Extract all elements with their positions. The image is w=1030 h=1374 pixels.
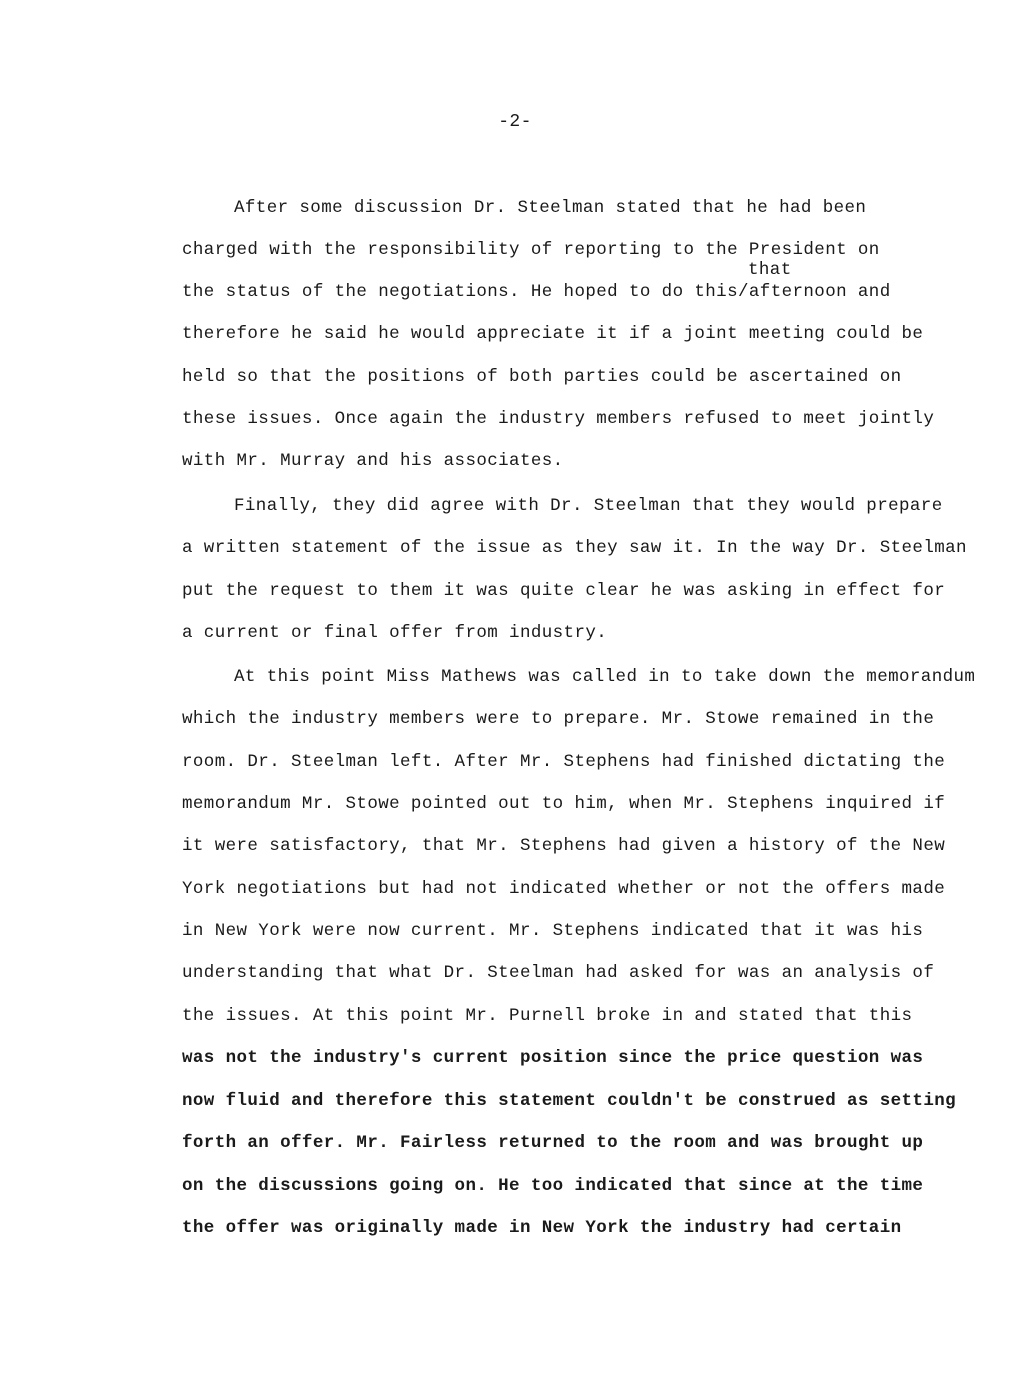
text-line: forth an offer. Mr. Fairless returned to the room and was brought up (182, 1133, 924, 1153)
text-line: charged with the responsibility of reporting to the President on (182, 240, 880, 260)
text-line: on the discussions going on. He too indicated that since at the time (182, 1176, 924, 1196)
text-line: understanding that what Dr. Steelman had asked for was an analysis of (182, 963, 935, 983)
handwritten-insertion: that (748, 260, 792, 280)
text-line: a current or final offer from industry. (182, 623, 608, 643)
text-line: put the request to them it was quite clear he was asking in effect for (182, 581, 946, 601)
text-line: these issues. Once again the industry members refused to meet jointly (182, 409, 935, 429)
text-line: At this point Miss Mathews was called in to take down the memorandum (234, 667, 976, 687)
text-line: After some discussion Dr. Steelman stated that he had been (234, 198, 867, 218)
text-line: room. Dr. Steelman left. After Mr. Stephens had finished dictating the (182, 752, 946, 772)
text-line: it were satisfactory, that Mr. Stephens had given a history of the New (182, 836, 946, 856)
text-line: which the industry members were to prepare. Mr. Stowe remained in the (182, 709, 935, 729)
text-line: with Mr. Murray and his associates. (182, 451, 564, 471)
text-line: therefore he said he would appreciate it if a joint meeting could be (182, 324, 924, 344)
page-number: -2- (498, 112, 532, 132)
text-line: the offer was originally made in New York the industry had certain (182, 1218, 902, 1238)
text-line: was not the industry's current position since the price question was (182, 1048, 924, 1068)
text-line: memorandum Mr. Stowe pointed out to him, when Mr. Stephens inquired if (182, 794, 946, 814)
text-line: the issues. At this point Mr. Purnell broke in and stated that this (182, 1006, 913, 1026)
text-line: York negotiations but had not indicated whether or not the offers made (182, 879, 946, 899)
text-line: now fluid and therefore this statement couldn't be construed as setting (182, 1091, 957, 1111)
text-line: a written statement of the issue as they saw it. In the way Dr. Steelman (182, 538, 967, 558)
text-line: in New York were now current. Mr. Stephens indicated that it was his (182, 921, 924, 941)
text-line: held so that the positions of both parties could be ascertained on (182, 367, 902, 387)
text-line: the status of the negotiations. He hoped to do this/afternoon and (182, 282, 891, 302)
text-line: Finally, they did agree with Dr. Steelman that they would prepare (234, 496, 943, 516)
